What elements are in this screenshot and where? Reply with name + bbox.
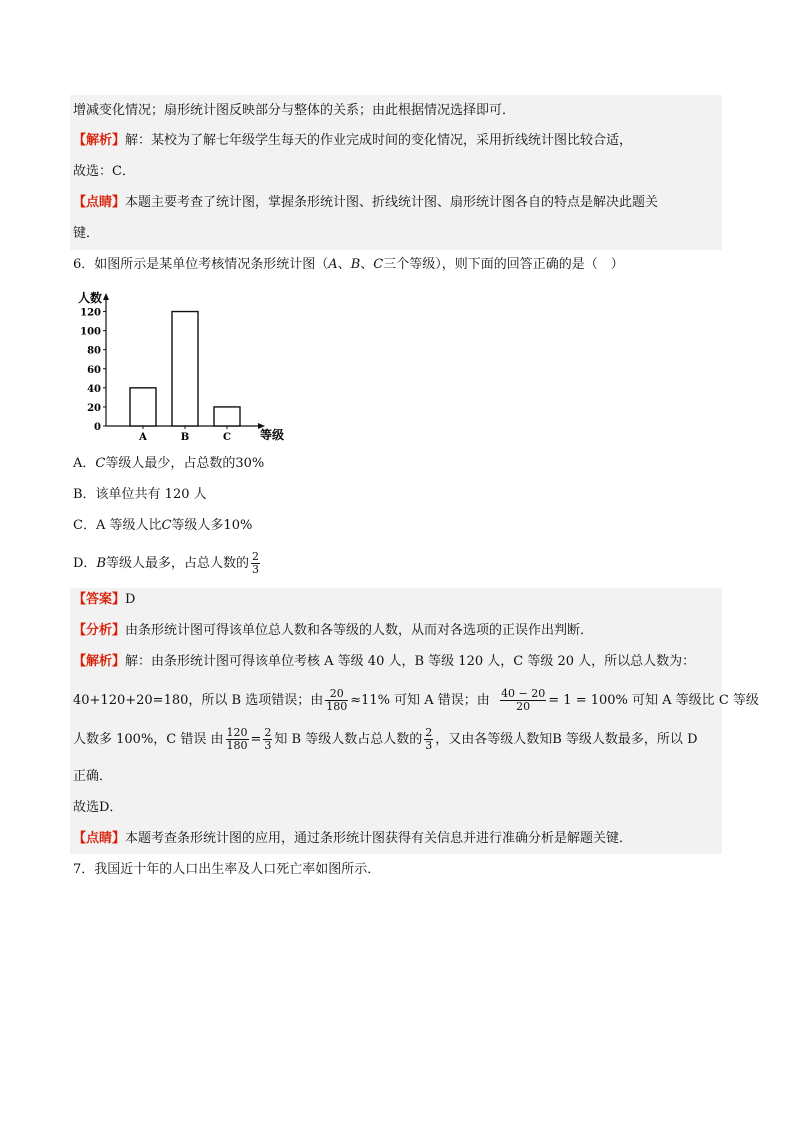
answer-line (73, 590, 135, 610)
q6-stem-part: 6．如图所示是某单位考核情况条形统计图（ (73, 257, 329, 272)
y-tick-label: 80 (87, 345, 101, 357)
jiexi-text: 解：某校为了解七年级学生每天的作业完成时间的变化情况，采用折线统计图比较合适， (125, 133, 633, 148)
option-d-prefix: D． (73, 556, 97, 571)
bar-chart (68, 284, 298, 444)
jiexi-text: 人数多 100%，C 错误 由 (73, 732, 224, 747)
jiexi-text: = 1 = 100% 可知 A 等级比 C 等级 (548, 693, 759, 708)
dianjing-line (73, 829, 632, 849)
q6-stem-sep: 、 (360, 257, 374, 272)
fenxi-line (73, 621, 593, 641)
fraction: $\frac{2}{3}$ (252, 550, 260, 576)
q6-stem (73, 255, 624, 275)
dianjing-tag: 【点睛】 (73, 831, 126, 846)
dianjing-text: 本题主要考查了统计图，掌握条形统计图、折线统计图、扇形统计图各自的特点是解决此题关 (125, 195, 659, 210)
q5-answer-line: 故选：C． (73, 164, 135, 179)
answer-text: D (125, 592, 136, 607)
jiexi-line-2 (73, 683, 759, 719)
y-axis-label: 人数 (78, 291, 103, 305)
x-tick-label: B (180, 432, 190, 443)
bar (172, 312, 198, 426)
y-tick-label: 20 (87, 402, 101, 414)
q5-dianjing-line (73, 193, 658, 213)
jiexi-text: 解：由条形统计图可得该单位考核 A 等级 40 人，B 等级 120 人，C 等级 20 人，所以总人数为： (125, 654, 696, 669)
answer-tag: 【答案】 (73, 592, 126, 607)
fraction: $\frac{20}{180}$ (326, 687, 348, 713)
option-a-var: C (95, 456, 106, 471)
jiexi-tag: 【解析】 (73, 133, 126, 148)
dianjing-text: 本题考查条形统计图的应用，通过条形统计图获得有关信息并进行准确分析是解题关键． (125, 831, 633, 846)
y-tick-label: 60 (87, 364, 101, 376)
option-d-text: 等级人最多，占总人数的 (106, 556, 250, 571)
fraction: $\frac{2}{3}$ (425, 726, 433, 752)
option-a-text: 等级人最少，占总数的30% (105, 456, 265, 471)
x-tick-label: C (223, 432, 231, 443)
q5-dianjing-line2: 键． (73, 226, 100, 241)
y-tick-label: 100 (80, 326, 101, 338)
q6-stem-var-c: C (373, 257, 384, 272)
q6-stem-var-a: A (328, 257, 338, 272)
jiexi-line-3 (73, 722, 698, 758)
jiexi-line-1 (73, 652, 695, 672)
q5-analysis-line1: 增减变化情况；扇形统计图反映部分与整体的关系；由此根据情况选择即可． (73, 103, 516, 118)
option-d (73, 551, 262, 576)
option-a-prefix: A． (73, 456, 96, 471)
x-tick-label: A (139, 432, 147, 443)
choose-line: 故选D． (73, 800, 123, 815)
fraction: $\frac{2}{3}$ (264, 726, 272, 752)
bar (214, 407, 240, 426)
y-tick-label: 120 (80, 307, 101, 319)
jiexi-tag: 【解析】 (73, 654, 126, 669)
option-b: B．该单位共有 120 人 (73, 487, 207, 502)
jiexi-text: ，又由各等级人数知B 等级人数最多，所以 D (435, 732, 698, 747)
option-c-text: 等级人多10% (171, 518, 253, 533)
x-axis-label: 等级 (260, 428, 285, 442)
bar (130, 388, 156, 426)
fenxi-tag: 【分析】 (73, 623, 126, 638)
fenxi-text: 由条形统计图可得该单位总人数和各等级的人数，从而对各选项的正误作出判断． (125, 623, 594, 638)
jiexi-text: 40+120+20=180，所以 B 选项错误；由 (73, 693, 324, 708)
y-tick-label: 40 (87, 383, 101, 395)
y-tick-label: 0 (94, 422, 101, 433)
equals-sign: = (250, 732, 262, 747)
jiexi-text: ≈11% 可知 A 错误；由 (350, 693, 490, 708)
fraction: $\frac{40 - 20}{20}$ (501, 687, 546, 713)
jiexi-line-4: 正确． (73, 769, 113, 784)
option-c-var: C (161, 518, 172, 533)
dianjing-tag: 【点睛】 (73, 195, 126, 210)
option-c (73, 516, 252, 536)
option-c-prefix: C．A 等级人比 (73, 518, 162, 533)
option-d-var: B (96, 556, 106, 571)
fraction: $\frac{120}{180}$ (226, 726, 248, 752)
q6-stem-part: 三个等级），则下面的回答正确的是（ ） (383, 257, 624, 272)
q6-stem-sep: 、 (337, 257, 351, 272)
option-a (73, 454, 264, 474)
jiexi-text: 知 B 等级人数占总人数的 (274, 732, 423, 747)
y-axis-arrow (103, 293, 109, 300)
q6-stem-var-b: B (350, 257, 361, 272)
q7-stem: 7．我国近十年的人口出生率及人口死亡率如图所示． (73, 862, 381, 877)
q5-jiexi-line (73, 131, 632, 151)
